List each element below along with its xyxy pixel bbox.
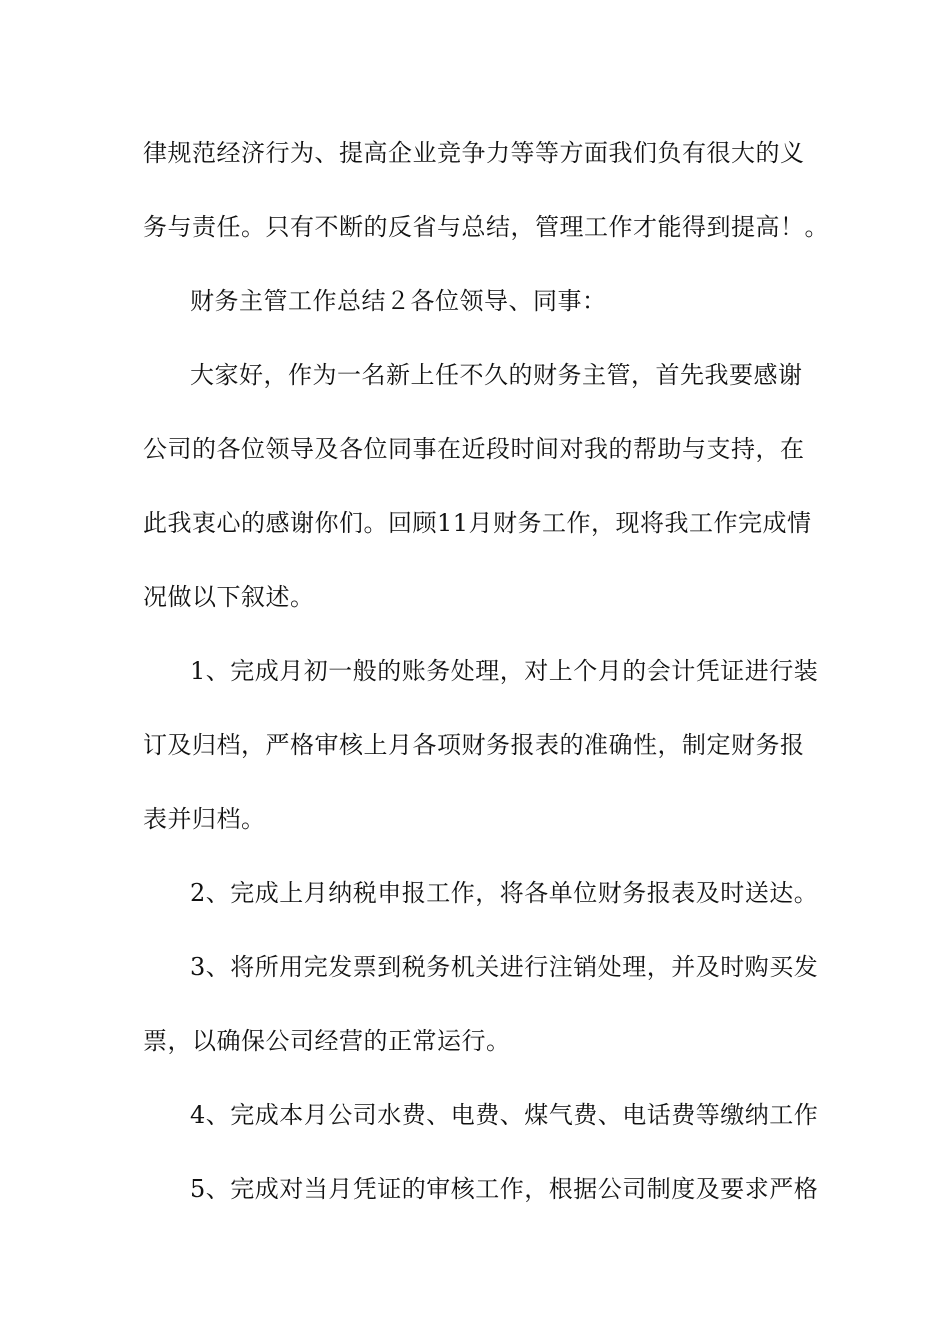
list-item-line: 表并归档。 [143,805,266,833]
list-item-line: 3、将所用完发票到税务机关进行注销处理，并及时购买发 [190,953,819,981]
paragraph-line: 律规范经济行为、提高企业竞争力等等方面我们负有很大的义 [143,139,805,167]
paragraph-line: 况做以下叙述。 [143,583,315,611]
paragraph-line: 大家好，作为一名新上任不久的财务主管，首先我要感谢 [190,361,803,389]
paragraph-line: 务与责任。只有不断的反省与总结，管理工作才能得到提高！。 [143,213,829,241]
list-item-line: 4、完成本月公司水费、电费、煤气费、电话费等缴纳工作 [190,1101,819,1129]
paragraph-line: 此我衷心的感谢你们。回顾11月财务工作，现将我工作完成情 [143,509,812,537]
list-item-line: 票，以确保公司经营的正常运行。 [143,1027,511,1055]
list-item-line: 订及归档，严格审核上月各项财务报表的准确性，制定财务报 [143,731,805,759]
list-item-line: 2、完成上月纳税申报工作，将各单位财务报表及时送达。 [190,879,819,907]
list-item-line: 5、完成对当月凭证的审核工作，根据公司制度及要求严格 [190,1175,819,1203]
paragraph-line: 公司的各位领导及各位同事在近段时间对我的帮助与支持，在 [143,435,805,463]
section-heading: 财务主管工作总结２各位领导、同事： [190,287,607,315]
list-item-line: 1、完成月初一般的账务处理，对上个月的会计凭证进行装 [190,657,819,685]
